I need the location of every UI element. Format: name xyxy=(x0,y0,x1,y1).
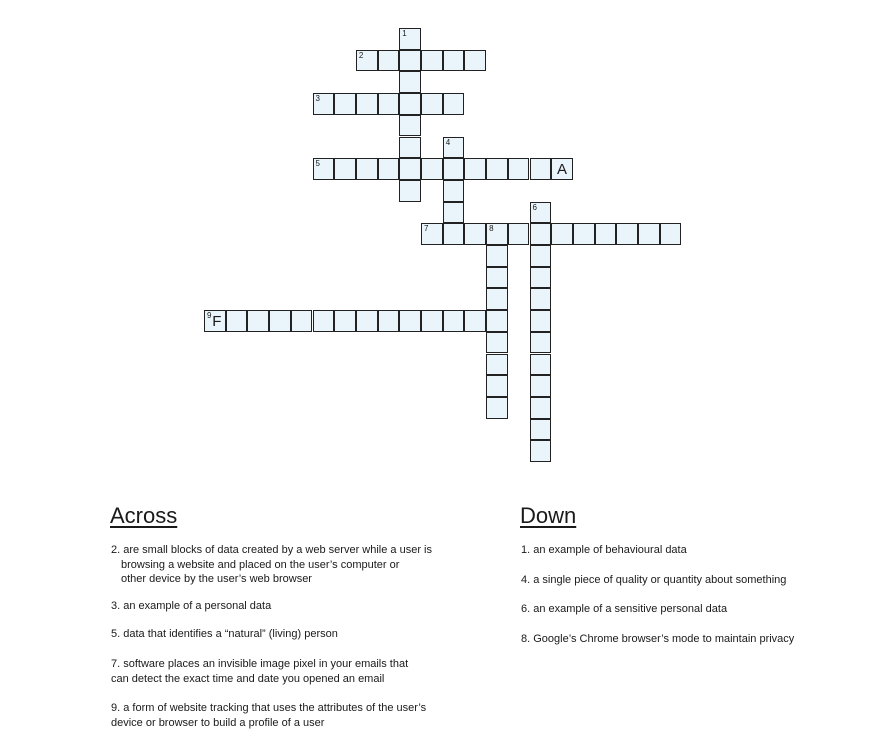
grid-cell[interactable] xyxy=(313,310,335,332)
grid-cell[interactable] xyxy=(464,310,486,332)
across-heading: Across xyxy=(110,503,178,528)
grid-cell[interactable] xyxy=(486,158,508,180)
clue-number: 8 xyxy=(489,224,494,234)
across-clue-3-line-1: 3. an example of a personal data xyxy=(111,600,272,612)
grid-cell[interactable] xyxy=(356,50,378,72)
grid-cell[interactable] xyxy=(378,50,400,72)
grid-cell[interactable] xyxy=(313,158,335,180)
grid-cell[interactable] xyxy=(530,310,552,332)
down-clue-4 xyxy=(521,573,786,588)
grid-cell[interactable] xyxy=(530,440,552,462)
grid-cell[interactable] xyxy=(443,180,465,202)
grid-cell[interactable] xyxy=(443,93,465,115)
grid-cell[interactable] xyxy=(530,354,552,376)
down-clue-6-line-1: 6. an example of a sensitive personal data xyxy=(521,603,728,615)
across-clue-9-line-2: device or browser to build a profile of a user xyxy=(111,716,325,729)
grid-cell[interactable] xyxy=(660,223,682,245)
grid-cell[interactable] xyxy=(356,93,378,115)
grid-cell[interactable] xyxy=(399,115,421,137)
grid-cell[interactable] xyxy=(399,50,421,72)
across-clue-7-line-1: 7. software places an invisible image pixel in your emails that xyxy=(111,658,409,670)
grid-cell[interactable] xyxy=(486,310,508,332)
grid-cell[interactable] xyxy=(356,158,378,180)
grid-cell[interactable] xyxy=(399,180,421,202)
grid-cell[interactable] xyxy=(204,310,226,332)
across-clue-3 xyxy=(111,599,271,614)
grid-cell[interactable] xyxy=(530,223,552,245)
prefilled-letter: F xyxy=(212,313,222,331)
grid-cell[interactable] xyxy=(269,310,291,332)
across-clue-7 xyxy=(111,657,408,686)
grid-cell[interactable] xyxy=(486,354,508,376)
grid-cell[interactable] xyxy=(399,137,421,159)
grid-cell[interactable] xyxy=(334,310,356,332)
clue-number: 6 xyxy=(532,202,537,212)
down-clue-4-line-1: 4. a single piece of quality or quantity about something xyxy=(521,574,787,586)
grid-cell[interactable] xyxy=(464,223,486,245)
across-clue-5-line-1: 5. data that identifies a “natural” (living) person xyxy=(111,628,338,640)
across-clue-5 xyxy=(111,627,338,642)
grid-cell[interactable] xyxy=(486,245,508,267)
grid-cell[interactable] xyxy=(486,223,508,245)
across-clue-2-line-3: other device by the user’s web browser xyxy=(121,573,312,585)
grid-cell[interactable] xyxy=(486,375,508,397)
across-clue-9-line-1: 9. a form of website tracking that uses the attributes of the user’s xyxy=(111,702,427,714)
grid-cell[interactable] xyxy=(247,310,269,332)
grid-cell[interactable] xyxy=(313,93,335,115)
across-clue-2-line-1: 2. are small blocks of data created by a web server while a user is xyxy=(111,544,432,556)
grid-cell[interactable] xyxy=(443,158,465,180)
grid-cell[interactable] xyxy=(486,288,508,310)
grid-cell[interactable] xyxy=(573,223,595,245)
grid-cell[interactable] xyxy=(551,158,573,180)
prefilled-letter: A xyxy=(557,161,568,179)
grid-cell[interactable] xyxy=(443,223,465,245)
grid-cell[interactable] xyxy=(399,93,421,115)
grid-cell[interactable] xyxy=(421,158,443,180)
grid-cell[interactable] xyxy=(421,223,443,245)
grid-cell[interactable] xyxy=(356,310,378,332)
grid-cell[interactable] xyxy=(334,158,356,180)
grid-cell[interactable] xyxy=(378,93,400,115)
grid-cell[interactable] xyxy=(530,375,552,397)
grid-cell[interactable] xyxy=(399,71,421,93)
grid-cell[interactable] xyxy=(226,310,248,332)
grid-cell[interactable] xyxy=(486,397,508,419)
down-heading: Down xyxy=(520,503,577,528)
grid-cell[interactable] xyxy=(334,93,356,115)
clue-number: 2 xyxy=(358,50,364,60)
down-clue-1-line-1: 1. an example of behavioural data xyxy=(521,544,687,556)
grid-cell[interactable] xyxy=(486,267,508,289)
clue-number: 1 xyxy=(402,29,407,38)
grid-cell[interactable] xyxy=(421,93,443,115)
grid-cell[interactable] xyxy=(421,50,443,72)
grid-cell[interactable] xyxy=(291,310,313,332)
grid-cell[interactable] xyxy=(616,223,638,245)
across-clue-2 xyxy=(111,543,432,587)
grid-cell[interactable] xyxy=(551,223,573,245)
grid-cell[interactable] xyxy=(378,310,400,332)
clue-number: 9 xyxy=(207,311,212,321)
grid-cell[interactable] xyxy=(443,202,465,224)
grid-cell[interactable] xyxy=(378,158,400,180)
grid-cell[interactable] xyxy=(530,202,552,224)
grid-cell[interactable] xyxy=(508,158,530,180)
grid-cell[interactable] xyxy=(443,137,465,159)
down-clue-8-line-1: 8. Google’s Chrome browser’s mode to maintain privacy xyxy=(521,633,795,645)
grid-cell[interactable] xyxy=(530,288,552,310)
down-clue-8 xyxy=(521,632,794,647)
clue-number: 3 xyxy=(315,94,320,104)
down-clue-1 xyxy=(521,543,687,558)
grid-cell[interactable] xyxy=(595,223,617,245)
grid-cell[interactable] xyxy=(530,267,552,289)
grid-cell[interactable] xyxy=(464,50,486,72)
across-clue-2-line-2: browsing a website and placed on the user’s computer or xyxy=(121,558,400,571)
down-clue-6 xyxy=(521,602,727,617)
grid-cell[interactable] xyxy=(443,310,465,332)
across-clue-9 xyxy=(111,701,426,730)
grid-cell[interactable] xyxy=(443,50,465,72)
clue-number: 4 xyxy=(445,137,451,147)
grid-cell[interactable] xyxy=(530,397,552,419)
grid-cell[interactable] xyxy=(530,332,552,354)
grid-cell[interactable] xyxy=(486,332,508,354)
grid-cell[interactable] xyxy=(464,158,486,180)
grid-cell[interactable] xyxy=(421,310,443,332)
grid-cell[interactable] xyxy=(399,310,421,332)
grid-cell[interactable] xyxy=(399,158,421,180)
clue-number: 7 xyxy=(424,224,429,234)
grid-cell[interactable] xyxy=(399,28,421,50)
grid-cell[interactable] xyxy=(638,223,660,245)
clue-number: 5 xyxy=(315,159,320,169)
grid-cell[interactable] xyxy=(530,419,552,441)
grid-cell[interactable] xyxy=(508,223,530,245)
grid-cell[interactable] xyxy=(530,245,552,267)
grid-cell[interactable] xyxy=(530,158,552,180)
across-clue-7-line-2: can detect the exact time and date you opened an email xyxy=(111,672,385,685)
